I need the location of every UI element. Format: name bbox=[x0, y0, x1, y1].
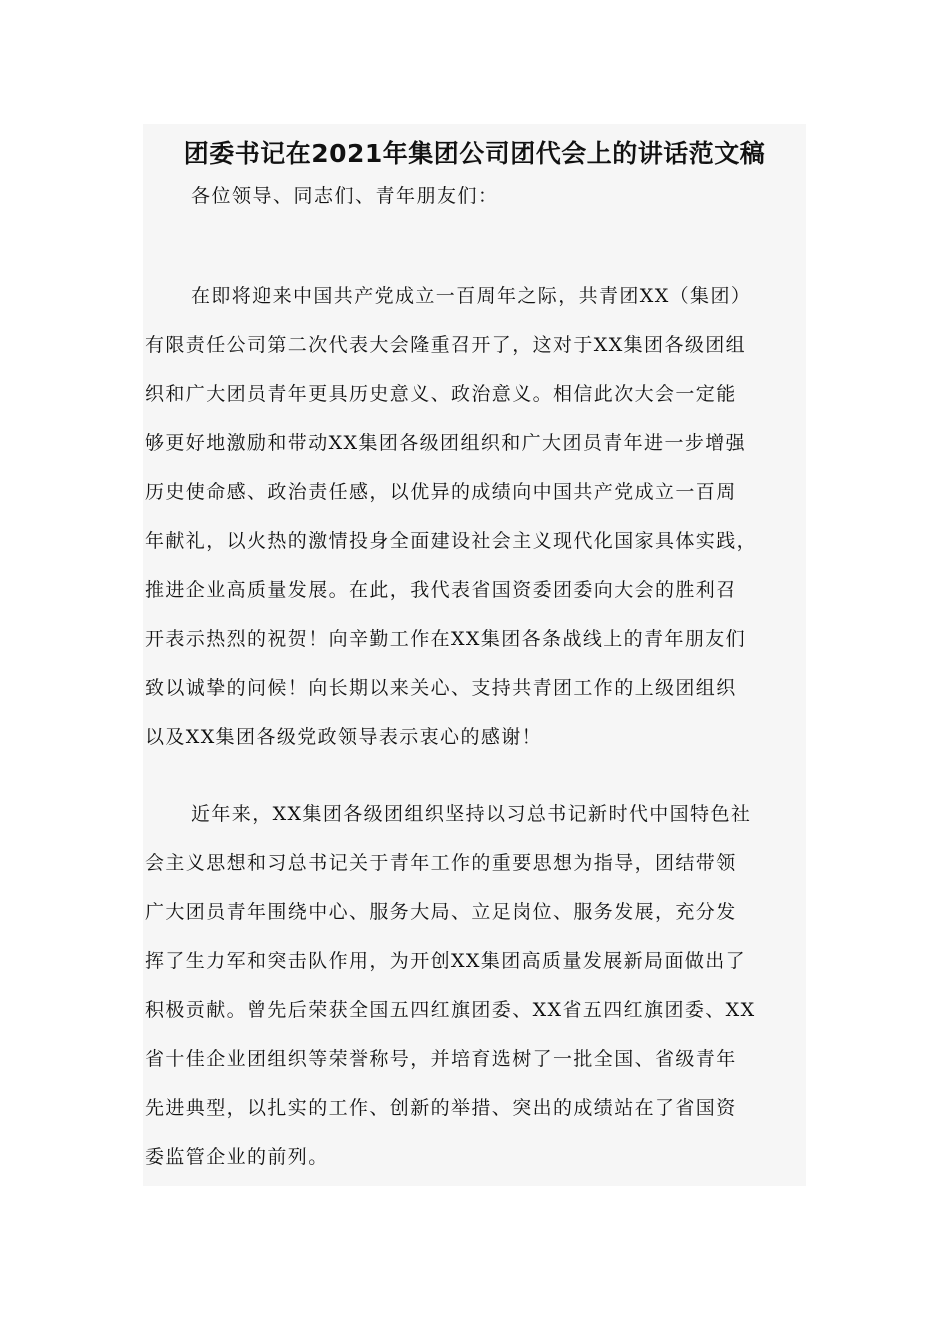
paragraph-line: 有限责任公司第二次代表大会隆重召开了，这对于XX集团各级团组 bbox=[145, 334, 747, 356]
paragraph-line: 先进典型，以扎实的工作、创新的举措、突出的成绩站在了省国资 bbox=[145, 1097, 737, 1119]
paragraph-line: 致以诚挚的问候！向长期以来关心、支持共青团工作的上级团组织 bbox=[145, 677, 737, 699]
paragraph-line: 广大团员青年围绕中心、服务大局、立足岗位、服务发展，充分发 bbox=[145, 901, 737, 923]
paragraph-line: 织和广大团员青年更具历史意义、政治意义。相信此次大会一定能 bbox=[145, 383, 737, 405]
paragraph-line: 挥了生力军和突击队作用，为开创XX集团高质量发展新局面做出了 bbox=[145, 950, 747, 972]
paragraph-line: 在即将迎来中国共产党成立一百周年之际，共青团XX（集团） bbox=[191, 285, 752, 307]
paragraph-line: 委监管企业的前列。 bbox=[145, 1146, 329, 1168]
salutation: 各位领导、同志们、青年朋友们： bbox=[191, 185, 499, 207]
paragraph-line: 够更好地激励和带动XX集团各级团组织和广大团员青年进一步增强 bbox=[145, 432, 747, 454]
paragraph-line: 开表示热烈的祝贺！向辛勤工作在XX集团各条战线上的青年朋友们 bbox=[145, 628, 747, 650]
paragraph-line: 历史使命感、政治责任感，以优异的成绩向中国共产党成立一百周 bbox=[145, 481, 737, 503]
paragraph-line: 会主义思想和习总书记关于青年工作的重要思想为指导，团结带领 bbox=[145, 852, 737, 874]
paragraph-line: 推进企业高质量发展。在此，我代表省国资委团委向大会的胜利召 bbox=[145, 579, 737, 601]
paragraph-1 bbox=[145, 272, 805, 762]
paragraph-line: 以及XX集团各级党政领导表示衷心的感谢！ bbox=[145, 726, 543, 748]
paragraph-line: 积极贡献。曾先后荣获全国五四红旗团委、XX省五四红旗团委、XX bbox=[145, 999, 756, 1021]
paragraph-2 bbox=[145, 790, 805, 1182]
paragraph-line: 年献礼，以火热的激情投身全面建设社会主义现代化国家具体实践， bbox=[145, 530, 758, 552]
paragraph-line: 省十佳企业团组织等荣誉称号，并培育选树了一批全国、省级青年 bbox=[145, 1048, 737, 1070]
document-title: 团委书记在2021年集团公司团代会上的讲话范文稿 bbox=[183, 139, 766, 168]
paragraph-line: 近年来，XX集团各级团组织坚持以习总书记新时代中国特色社 bbox=[191, 803, 752, 825]
